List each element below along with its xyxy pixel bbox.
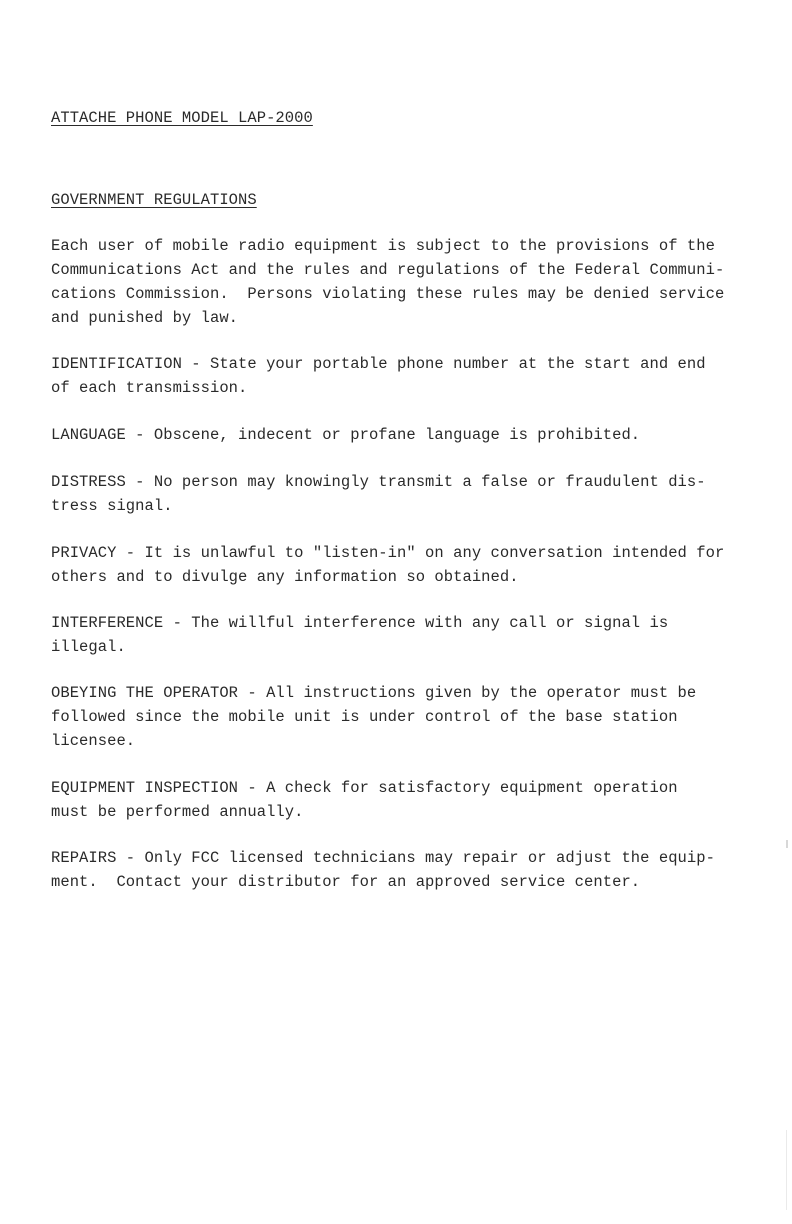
inspection-line: EQUIPMENT INSPECTION - A check for satisfactory equipment operation bbox=[51, 779, 678, 797]
distress-line: DISTRESS - No person may knowingly transmit a false or fraudulent dis- bbox=[51, 473, 706, 491]
operator-line: followed since the mobile unit is under control of the base station bbox=[51, 708, 678, 726]
intro-line: cations Commission. Persons violating these rules may be denied service bbox=[51, 285, 725, 303]
repairs-line: REPAIRS - Only FCC licensed technicians may repair or adjust the equip- bbox=[51, 849, 715, 867]
interference-line: INTERFERENCE - The willful interference with any call or signal is bbox=[51, 614, 669, 632]
distress-line: tress signal. bbox=[51, 497, 173, 515]
scan-speck bbox=[786, 840, 788, 848]
section-heading: GOVERNMENT REGULATIONS bbox=[51, 191, 257, 209]
privacy-line: others and to divulge any information so obtained. bbox=[51, 568, 519, 586]
language-line: LANGUAGE - Obscene, indecent or profane language is prohibited. bbox=[51, 426, 641, 444]
scan-edge-mark bbox=[786, 1130, 787, 1210]
document-title: ATTACHE PHONE MODEL LAP-2000 bbox=[51, 109, 313, 127]
identification-line: of each transmission. bbox=[51, 379, 248, 397]
operator-line: licensee. bbox=[51, 732, 136, 750]
interference-line: illegal. bbox=[51, 638, 126, 656]
intro-line: and punished by law. bbox=[51, 309, 239, 327]
operator-line: OBEYING THE OPERATOR - All instructions given by the operator must be bbox=[51, 684, 697, 702]
repairs-line: ment. Contact your distributor for an approved service center. bbox=[51, 873, 641, 891]
inspection-line: must be performed annually. bbox=[51, 803, 304, 821]
intro-line: Each user of mobile radio equipment is subject to the provisions of the bbox=[51, 237, 715, 255]
identification-line: IDENTIFICATION - State your portable phone number at the start and end bbox=[51, 355, 706, 373]
intro-line: Communications Act and the rules and regulations of the Federal Communi- bbox=[51, 261, 725, 279]
privacy-line: PRIVACY - It is unlawful to "listen-in" on any conversation intended for bbox=[51, 544, 725, 562]
